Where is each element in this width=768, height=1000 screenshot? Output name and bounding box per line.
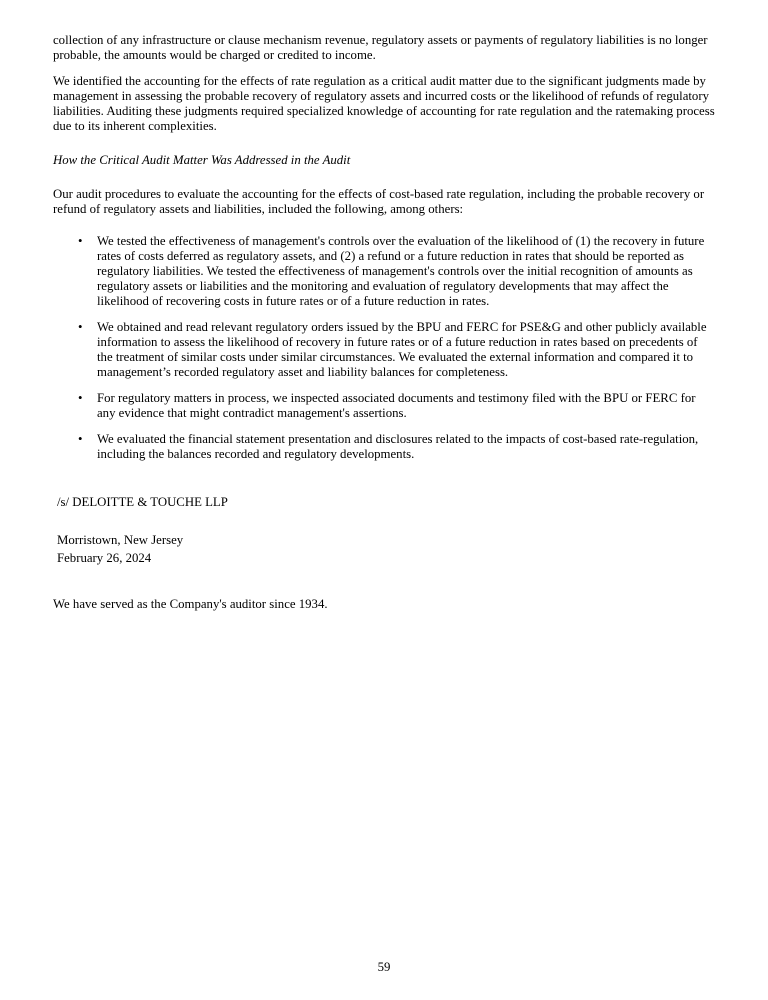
signature-block <box>53 495 715 566</box>
page-number: 59 <box>377 960 391 974</box>
paragraph-critical-audit-matter: We identified the accounting for the effects of rate regulation as a critical audit matter due to the significant judgments made by management in assessing the probable recovery of regulatory assets and incurred costs or the likelihood of refunds of regulatory liabilities. Auditing these judgments required specialized knowledge of accounting for rate regulation and the ratemaking process due to its inherent complexities. <box>53 74 715 133</box>
audit-procedures-list <box>53 234 715 462</box>
paragraph-audit-procedures-intro: Our audit procedures to evaluate the accounting for the effects of cost-based rate regulation, including the probable recovery or refund of regulatory assets and liabilities, included the following, among others: <box>53 187 705 216</box>
auditor-signature: /s/ DELOITTE & TOUCHE LLP <box>57 495 228 509</box>
paragraph-continuation: collection of any infrastructure or clause mechanism revenue, regulatory assets or payments of regulatory liabilities is no longer probable, the amounts would be charged or credited to income. <box>53 33 708 62</box>
bullet-icon: • <box>78 391 83 405</box>
bullet-text-regulatory-orders: We obtained and read relevant regulatory orders issued by the BPU and FERC for PSE&G and other publicly available information to assess the likelihood of recovery in future rates or of a future reduction in rates based on precedents of the treatment of similar costs under similar circumstances. We evaluated the external information and compared it to management’s recorded regulatory asset and liability balances for completeness. <box>97 320 707 379</box>
bullet-text-matters-in-process: For regulatory matters in process, we inspected associated documents and testimony filed with the BPU or FERC for any evidence that might contradict management's assertions. <box>97 391 696 420</box>
section-heading-how-addressed: How the Critical Audit Matter Was Addressed in the Audit <box>53 153 351 167</box>
report-date: February 26, 2024 <box>57 551 152 565</box>
bullet-icon: • <box>78 320 83 334</box>
bullet-icon: • <box>78 234 83 248</box>
auditor-city: Morristown, New Jersey <box>57 533 184 547</box>
auditor-tenure-statement: We have served as the Company's auditor since 1934. <box>53 597 328 611</box>
bullet-text-controls-testing: We tested the effectiveness of management's controls over the evaluation of the likelihood of (1) the recovery in future rates of costs deferred as regulatory assets, and (2) a refund or a future reduction in rates that should be reported as regulatory liabilities. We tested the effectiveness of management's controls over the initial recognition of amounts as regulatory assets or liabilities and the monitoring and evaluation of regulatory developments that may affect the likelihood of recovering costs in future rates or of a future reduction in rates. <box>97 234 705 308</box>
list-item <box>53 432 715 462</box>
list-item <box>53 391 715 421</box>
list-item <box>53 234 715 309</box>
bullet-text-financial-statement-presentation: We evaluated the financial statement presentation and disclosures related to the impacts of cost-based rate-regulation, including the balances recorded and regulatory developments. <box>97 432 699 461</box>
bullet-icon: • <box>78 432 83 446</box>
list-item <box>53 320 715 380</box>
